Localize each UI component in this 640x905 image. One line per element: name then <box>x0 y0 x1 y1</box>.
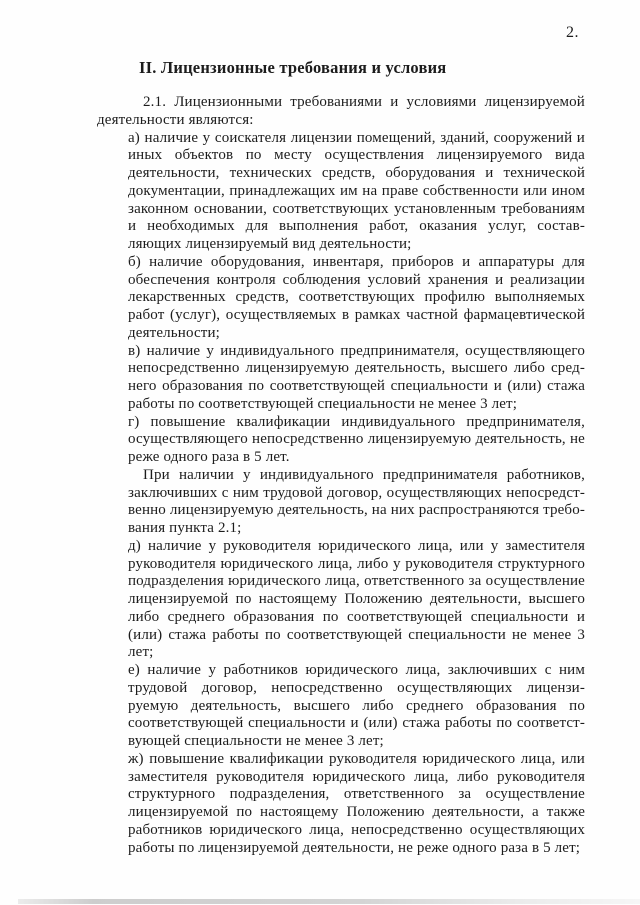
scan-edge-artifact <box>18 899 640 904</box>
text-line: При наличии у индивидуального предпринимателя работников, <box>143 466 585 483</box>
text-line: руемую деятельность, высшего либо среднего образования по <box>128 697 585 714</box>
paragraph-item-b <box>128 254 585 343</box>
text-line: вания пункта 2.1; <box>128 520 242 536</box>
document-body <box>97 94 585 857</box>
paragraph-item-a <box>128 130 585 254</box>
text-line: заключивших с ним трудовой договор, осуществляющих непосредст- <box>128 484 585 501</box>
text-line: деятельности; <box>128 324 220 341</box>
text-line: структурного подразделения, ответственного за осуществление <box>128 786 585 803</box>
text-line: законном основании, соответствующих установленным требованиям <box>128 200 585 217</box>
paragraph-pri-nalichii <box>128 467 585 538</box>
page-number: 2. <box>566 24 579 41</box>
text-line: руководителя юридического лица, либо у руководителя структурного <box>128 555 585 572</box>
text-line: работников юридического лица, непосредственно осуществляющих <box>128 821 585 838</box>
text-line: (или) стажа работы по соответствующей специальности не менее 3 <box>128 626 585 643</box>
text-line: работ (услуг), осуществляемых в рамках частной фармацевтической <box>128 307 585 323</box>
text-line: документации, принадлежащих им на праве собственности или ином <box>128 182 585 199</box>
text-line: лицензируемой по настоящему Положению деятельности, высшего <box>128 591 585 607</box>
text-line: ляющих лицензируемый вид деятельности; <box>128 236 412 252</box>
text-line: б) наличие оборудования, инвентаря, приборов и аппаратуры для <box>128 253 585 270</box>
text-line: 2.1. Лицензионными требованиями и условиями лицензируемой <box>143 94 585 110</box>
section-heading: II. Лицензионные требования и условия <box>139 58 447 77</box>
paragraph-item-zh <box>128 751 585 858</box>
paragraph-item-v <box>128 343 585 414</box>
text-line: подразделения юридического лица, ответственного за осуществление <box>128 573 585 590</box>
paragraph-item-g <box>128 414 585 467</box>
text-line: деятельности, технических средств, оборудования и технической <box>128 165 585 181</box>
text-line: ж) повышение квалификации руководителя юридического лица, или <box>128 750 585 767</box>
text-line: соответствующей специальности и (или) стажа работы по соответст- <box>128 715 585 732</box>
text-line: лекарственных средств, соответствующих профилю выполняемых <box>128 289 585 306</box>
text-line: в) наличие у индивидуального предпринимателя, осуществляющего <box>128 342 585 359</box>
paragraph-2-1-intro <box>97 94 585 130</box>
text-line: обеспечения контроля соблюдения условий хранения и реализации <box>128 271 585 288</box>
text-line: непосредственно лицензируемую деятельность, высшего либо сред- <box>128 360 585 377</box>
text-line: вующей специальности не менее 3 лет; <box>128 733 384 749</box>
text-line: а) наличие у соискателя лицензии помещений, зданий, сооружений и <box>128 129 585 146</box>
text-line: лицензируемой по настоящему Положению деятельности, а также <box>128 804 585 820</box>
text-line: трудовой договор, непосредственно осуществляющих лицензи- <box>128 679 585 696</box>
text-line: либо среднего образования по соответствующей специальности и <box>128 608 585 625</box>
text-line: заместителя руководителя юридического лица, либо руководителя <box>128 768 585 785</box>
text-line: работы по соответствующей специальности не менее 3 лет; <box>128 395 518 412</box>
text-line: е) наличие у работников юридического лица, заключивших с ним <box>128 662 585 678</box>
text-line: и необходимых для выполнения работ, оказания услуг, состав- <box>128 218 585 235</box>
text-line: иных объектов по месту осуществления лицензируемого вида <box>128 147 585 164</box>
paragraph-item-e <box>128 662 585 751</box>
text-line: д) наличие у руководителя юридического лица, или у заместителя <box>128 537 585 554</box>
paragraph-item-d <box>128 538 585 662</box>
text-line: него образования по соответствующей специальности и (или) стажа <box>128 378 585 394</box>
text-line: венно лицензируемую деятельность, на них распространяются требо- <box>128 502 585 519</box>
text-line: г) повышение квалификации индивидуального предпринимателя, <box>128 413 585 430</box>
text-line: работы по лицензируемой деятельности, не реже одного раза в 5 лет; <box>128 839 581 856</box>
text-line: реже одного раза в 5 лет. <box>128 449 290 465</box>
text-line: осуществляющего непосредственно лицензируемую деятельность, не <box>128 431 585 448</box>
text-line: деятельности являются: <box>97 111 254 128</box>
text-line: лет; <box>128 644 154 661</box>
